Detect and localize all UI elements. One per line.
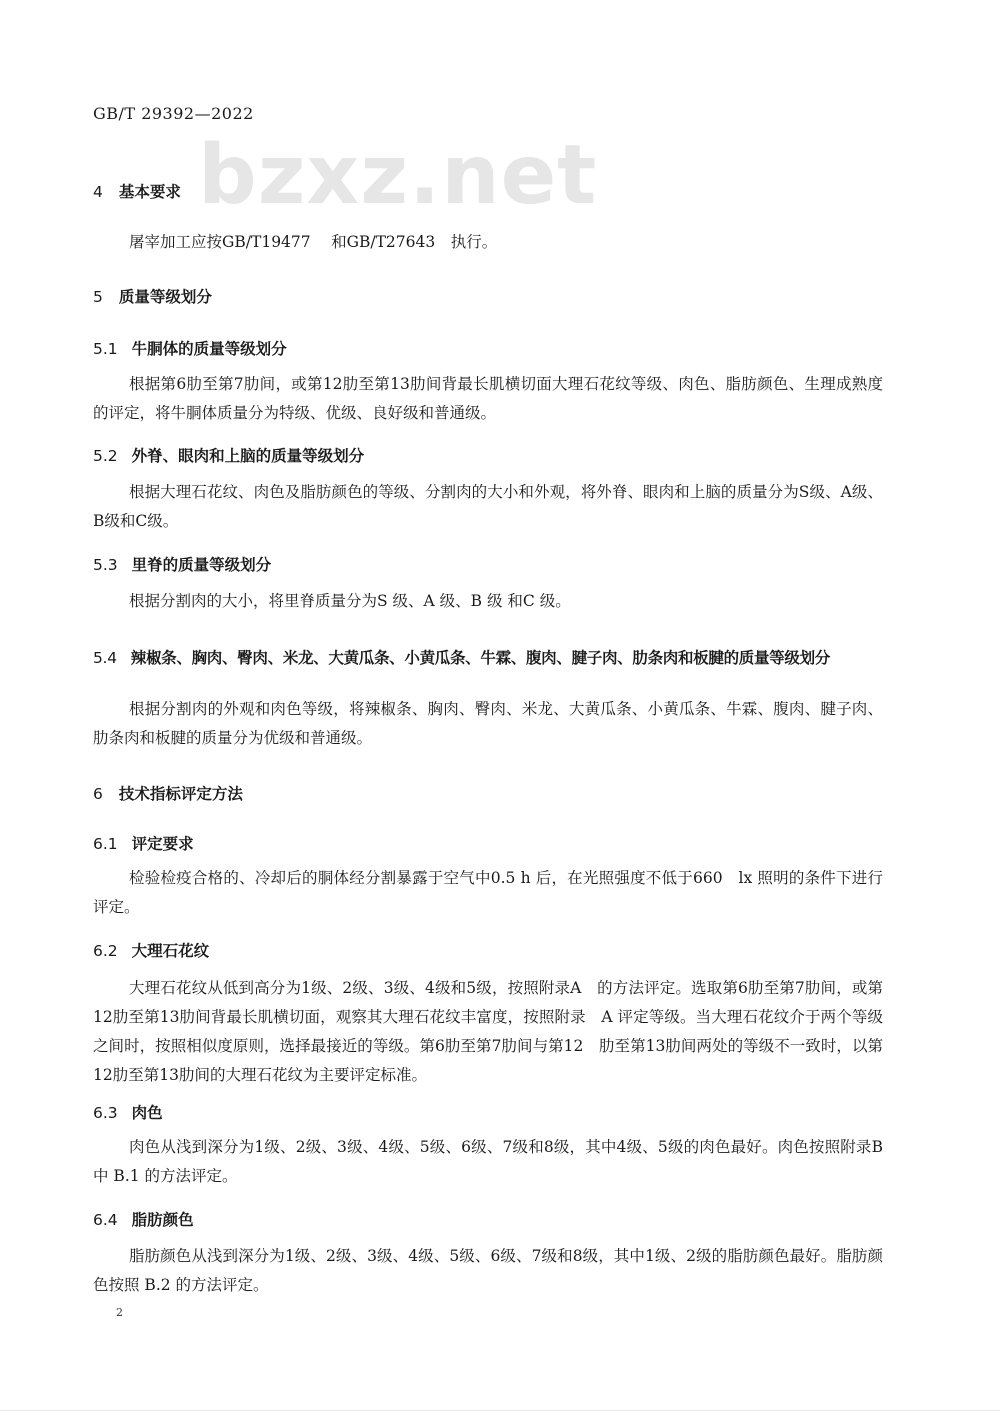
section-heading-6-1 xyxy=(93,832,194,854)
section-heading-5-4 xyxy=(93,646,893,668)
standard-code: GB/T 29392—2022 xyxy=(93,104,254,123)
paragraph: 检验检疫合格的、冷却后的胴体经分割暴露于空气中0.5 h 后，在光照强度不低于660 lx 照明的条件下进行评定。 xyxy=(93,869,883,916)
section-heading-5-1 xyxy=(93,337,287,359)
paragraph: 屠宰加工应按GB/T19477 和GB/T27643 执行。 xyxy=(129,233,498,251)
section-title: 里脊的质量等级划分 xyxy=(131,556,272,574)
section-number: 5.2 xyxy=(93,447,118,465)
paragraph: 根据分割肉的大小，将里脊质量分为S 级、A 级、B 级 和C 级。 xyxy=(129,592,571,610)
section-number: 6.3 xyxy=(93,1104,118,1122)
paragraph: 根据分割肉的外观和肉色等级，将辣椒条、胸肉、臀肉、米龙、大黄瓜条、小黄瓜条、牛霖、腹肉、腱子肉、肋条肉和板腱的质量分为优级和普通级。 xyxy=(93,700,883,747)
paragraph: 肉色从浅到深分为1级、2级、3级、4级、5级、6级、7级和8级，其中4级、5级的肉色最好。肉色按照附录B 中 B.1 的方法评定。 xyxy=(93,1138,883,1185)
section-number: 5.3 xyxy=(93,556,118,574)
section-number: 6.2 xyxy=(93,942,118,960)
section-title: 大理石花纹 xyxy=(131,942,210,960)
section-title: 评定要求 xyxy=(131,835,194,853)
paragraph: 大理石花纹从低到高分为1级、2级、3级、4级和5级，按照附录A 的方法评定。选取第6肋至第7肋间，或第12肋至第13肋间背最长肌横切面，观察其大理石花纹丰富度，按照附录 A 评定等级。当大理石花纹介于两个等级之间时，按照相似度原则，选择最接近的等级。第6肋至第7肋间与第12 肋至第13肋间两处的等级不一致时，以第12肋至第13肋间的大理石花纹为主要评定标准。 xyxy=(93,979,883,1084)
section-title: 质量等级划分 xyxy=(118,288,212,306)
watermark: bzxz.net xyxy=(198,128,598,223)
paragraph: 根据大理石花纹、肉色及脂肪颜色的等级、分割肉的大小和外观，将外脊、眼肉和上脑的质量分为S级、A级、B级和C级。 xyxy=(93,483,883,530)
section-heading-6 xyxy=(93,782,243,804)
section-title: 辣椒条、胸肉、臀肉、米龙、大黄瓜条、小黄瓜条、牛霖、腹肉、腱子肉、肋条肉和板腱的质量等级划分 xyxy=(130,649,830,667)
paragraph: 根据第6肋至第7肋间，或第12肋至第13肋间背最长肌横切面大理石花纹等级、肉色、脂肪颜色、生理成熟度的评定，将牛胴体质量分为特级、优级、良好级和普通级。 xyxy=(93,375,883,422)
page-edge-divider xyxy=(0,1410,1000,1411)
section-number: 6.1 xyxy=(93,835,118,853)
section-title: 外脊、眼肉和上脑的质量等级划分 xyxy=(131,447,365,465)
page-number: 2 xyxy=(116,1306,123,1319)
section-number: 5.4 xyxy=(93,649,117,667)
section-title: 基本要求 xyxy=(118,183,181,201)
section-title: 技术指标评定方法 xyxy=(118,785,243,803)
section-heading-4 xyxy=(93,180,181,202)
paragraph: 脂肪颜色从浅到深分为1级、2级、3级、4级、5级、6级、7级和8级，其中1级、2级的脂肪颜色最好。脂肪颜色按照 B.2 的方法评定。 xyxy=(93,1247,883,1294)
section-heading-5-3 xyxy=(93,553,271,575)
section-title: 脂肪颜色 xyxy=(131,1211,194,1229)
section-heading-5 xyxy=(93,285,212,307)
section-number: 5 xyxy=(93,288,103,306)
section-title: 牛胴体的质量等级划分 xyxy=(131,340,287,358)
section-title: 肉色 xyxy=(131,1104,163,1122)
section-number: 4 xyxy=(93,183,103,201)
section-heading-6-2 xyxy=(93,939,209,961)
section-heading-5-2 xyxy=(93,444,364,466)
section-number: 6.4 xyxy=(93,1211,118,1229)
section-heading-6-3 xyxy=(93,1101,163,1123)
section-number: 6 xyxy=(93,785,103,803)
section-heading-6-4 xyxy=(93,1208,194,1230)
section-number: 5.1 xyxy=(93,340,118,358)
